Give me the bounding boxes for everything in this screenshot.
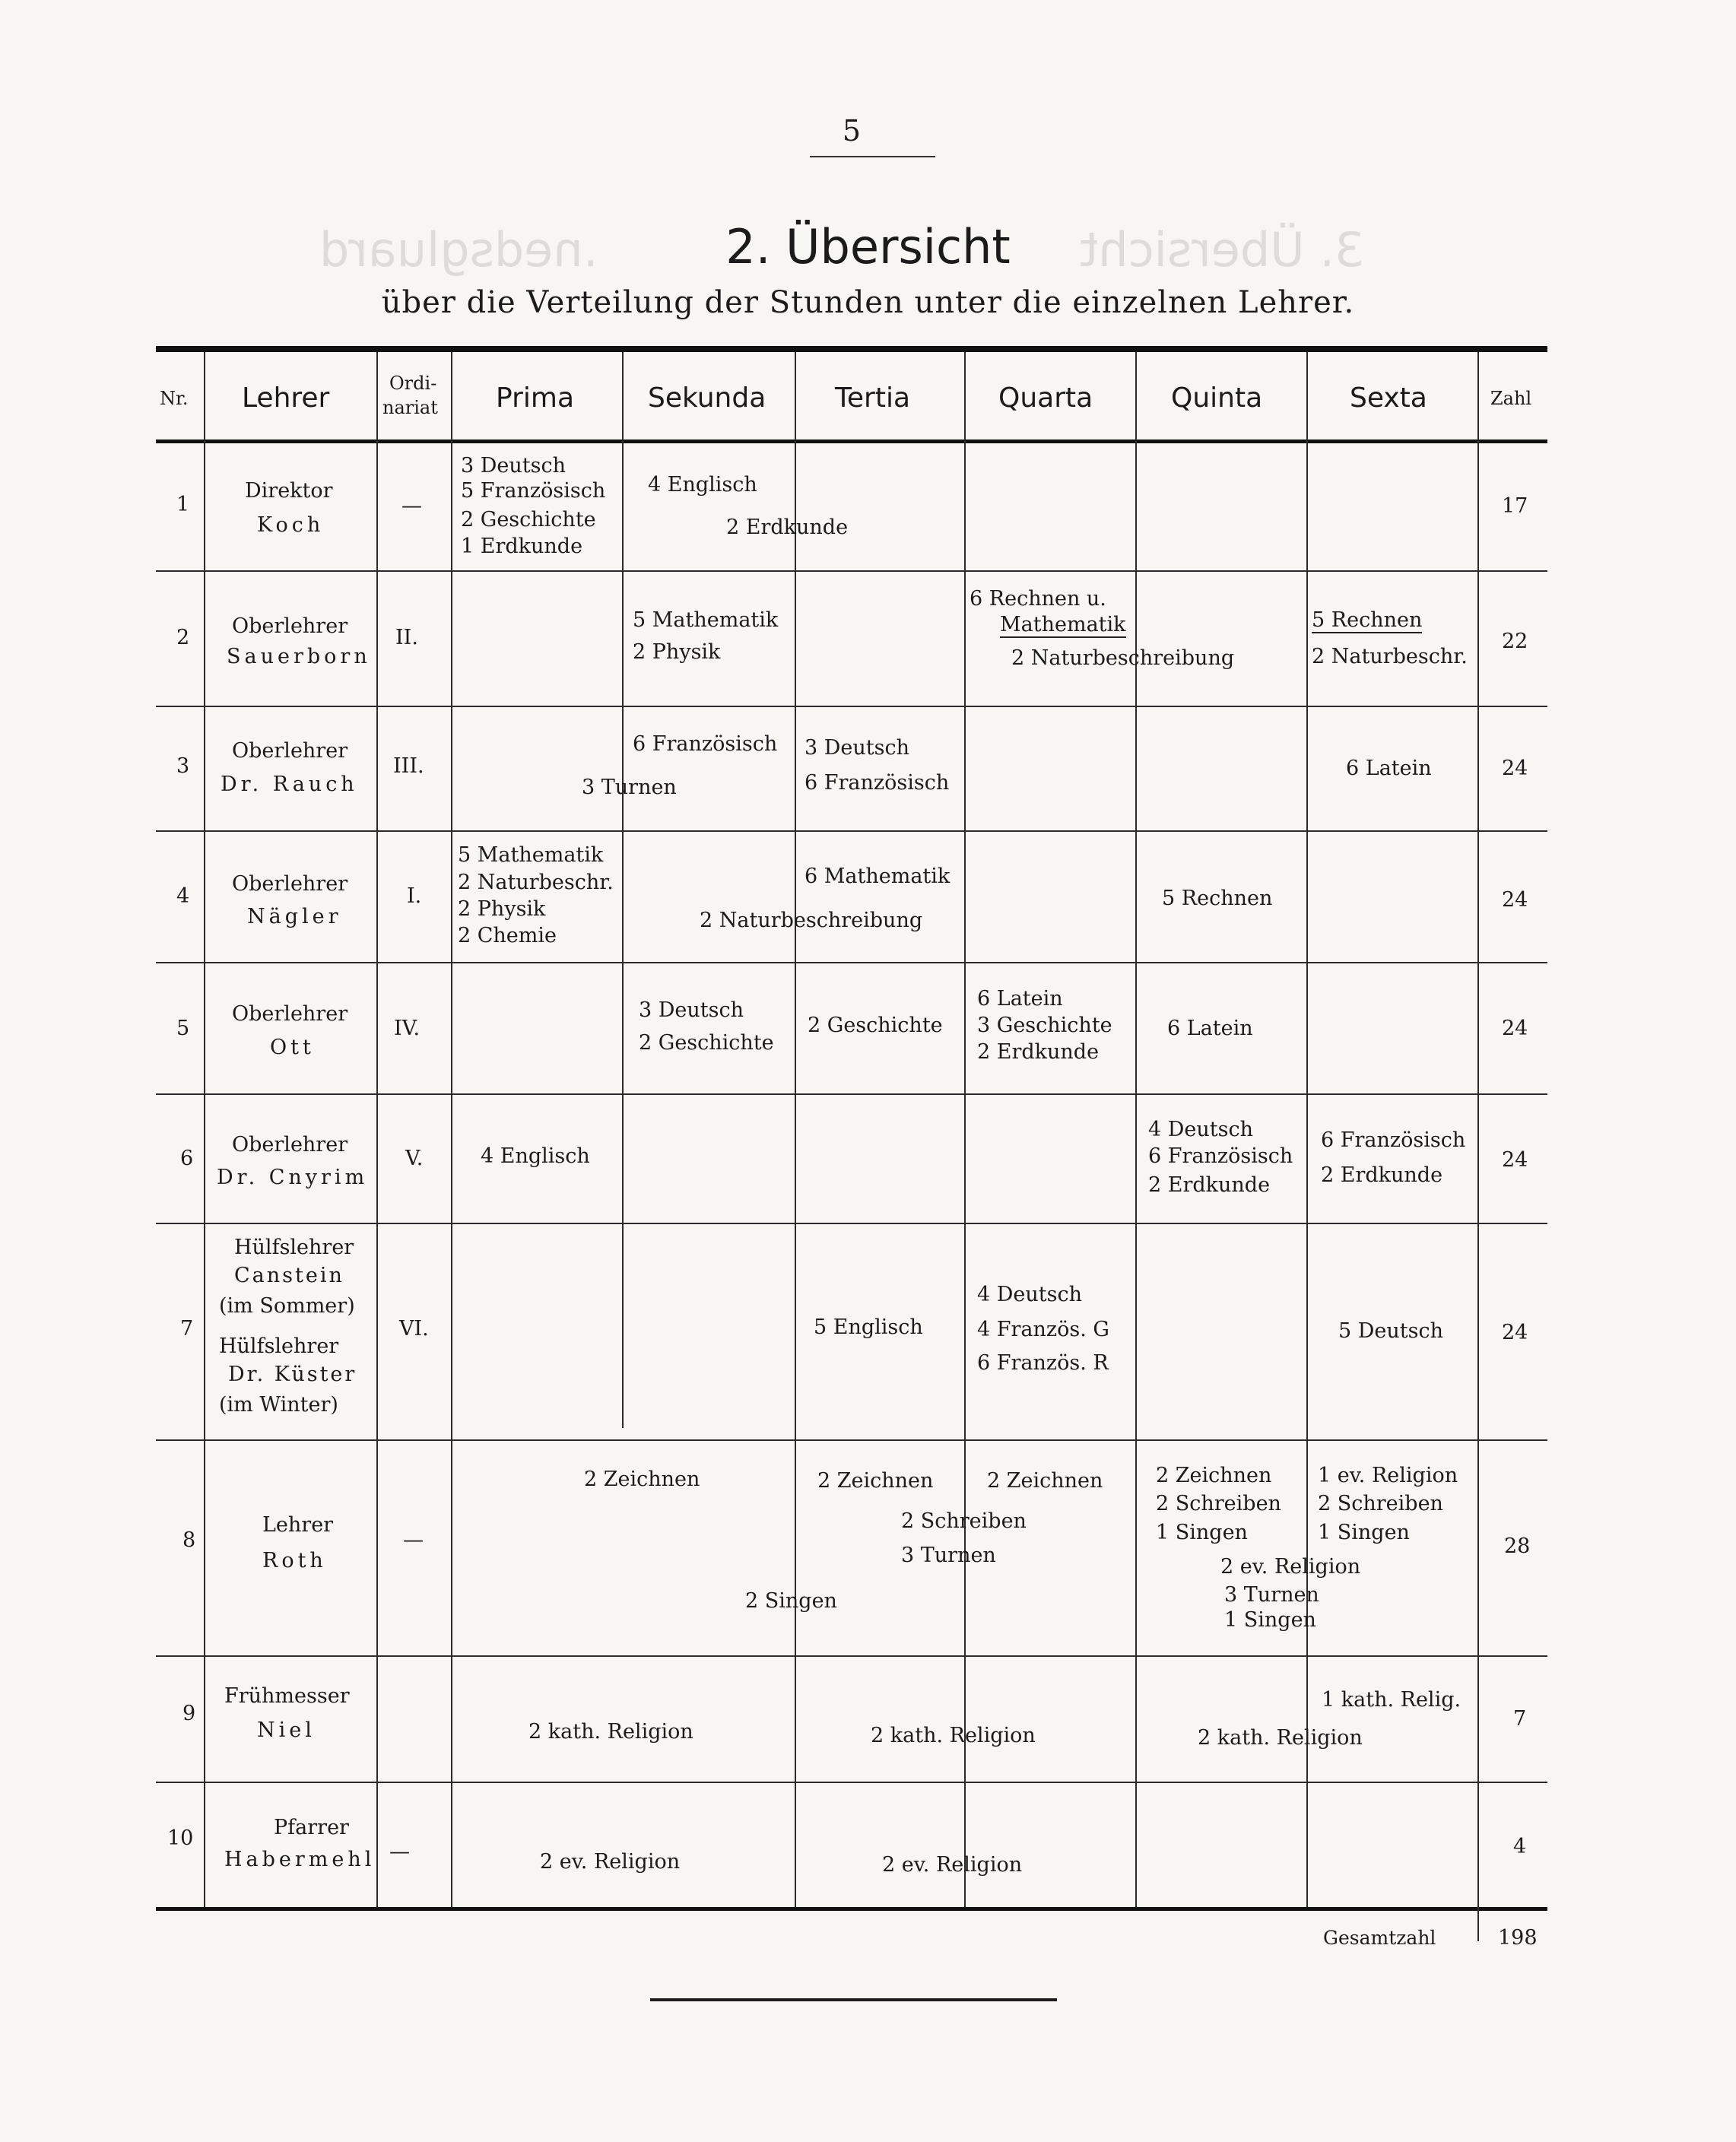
lesson-span: 1 Singen xyxy=(1224,1608,1316,1632)
lesson: 4 Englisch xyxy=(648,473,757,497)
lesson: 3 Deutsch xyxy=(639,998,744,1022)
col-divider xyxy=(451,352,452,1907)
lesson-span: 2 ev. Religion xyxy=(1220,1555,1361,1579)
lesson: 1 ev. Religion xyxy=(1318,1464,1458,1487)
hours-total: 24 xyxy=(1502,888,1528,912)
ordinariat: VI. xyxy=(399,1317,429,1341)
page-subtitle: über die Verteilung der Stunden unter die einzelnen Lehrer. xyxy=(381,285,1355,320)
lesson: 5 Französisch xyxy=(461,479,606,503)
teacher-role: Hülfslehrer xyxy=(234,1236,354,1259)
lesson: 2 Naturbeschr. xyxy=(458,871,614,894)
show-through-ghost-text-right: 3. Übersicht xyxy=(1080,222,1365,278)
header-bottom-rule xyxy=(156,440,1547,443)
teacher-name: Dr. Rauch xyxy=(221,773,358,796)
teacher-note: (im Sommer) xyxy=(219,1294,355,1318)
header-nr: Nr. xyxy=(160,388,189,409)
hours-total: 7 xyxy=(1513,1707,1527,1731)
lesson: 2 Geschichte xyxy=(639,1031,774,1055)
row-divider xyxy=(156,962,1547,963)
lesson: Mathematik xyxy=(1000,613,1126,638)
lesson-span: 2 kath. Religion xyxy=(528,1720,693,1744)
teacher-role: Oberlehrer xyxy=(232,1133,348,1157)
header-lehrer: Lehrer xyxy=(242,382,330,414)
ordinariat: — xyxy=(389,1840,410,1864)
hours-total: 17 xyxy=(1502,494,1528,518)
teacher-note: (im Winter) xyxy=(219,1393,338,1417)
lesson: 2 Naturbeschr. xyxy=(1312,645,1468,668)
teacher-name: Roth xyxy=(262,1549,327,1572)
lesson: 2 Physik xyxy=(458,897,546,921)
row-divider xyxy=(156,1655,1547,1657)
lesson: 3 Deutsch xyxy=(461,454,566,478)
lesson: 4 Deutsch xyxy=(1148,1118,1253,1141)
teacher-role: Frühmesser xyxy=(224,1684,350,1708)
col-divider xyxy=(1477,352,1479,1941)
lesson: 6 Französisch xyxy=(1148,1144,1293,1168)
teacher-name: Nägler xyxy=(247,905,342,928)
lesson: 5 Mathematik xyxy=(633,608,779,632)
lesson: 1 kath. Relig. xyxy=(1322,1688,1461,1712)
ordinariat: III. xyxy=(393,754,424,778)
lesson: 2 Chemie xyxy=(458,924,557,947)
col-divider xyxy=(795,352,796,1907)
teacher-name: Canstein xyxy=(234,1264,344,1287)
header-ordinariat-line2: nariat xyxy=(382,397,438,418)
lesson: 6 Mathematik xyxy=(805,865,951,888)
lesson: 3 Deutsch xyxy=(805,736,909,760)
lesson-span: 2 Singen xyxy=(745,1589,837,1613)
lesson: 2 Geschichte xyxy=(808,1014,943,1037)
row-divider xyxy=(156,706,1547,707)
lesson: 2 Zeichnen xyxy=(987,1469,1103,1493)
lesson-span: 2 kath. Religion xyxy=(871,1724,1036,1747)
grand-total-value: 198 xyxy=(1498,1926,1538,1950)
table-bottom-rule xyxy=(156,1907,1547,1911)
lesson: 5 Rechnen xyxy=(1312,608,1422,633)
lesson: 6 Latein xyxy=(1167,1017,1253,1040)
lesson: 4 Deutsch xyxy=(977,1283,1082,1306)
row-divider xyxy=(156,1093,1547,1095)
row-divider xyxy=(156,1782,1547,1783)
lesson: 5 Mathematik xyxy=(458,843,604,867)
lesson-span: 2 Schreiben xyxy=(901,1509,1027,1533)
ordinariat: V. xyxy=(405,1147,424,1170)
hours-total: 24 xyxy=(1502,1148,1528,1172)
lesson: 6 Latein xyxy=(1346,757,1432,780)
lesson: 1 Singen xyxy=(1156,1521,1248,1544)
lesson: 1 Erdkunde xyxy=(461,535,583,558)
lesson: 6 Französ. R xyxy=(977,1351,1109,1375)
lesson-span: 2 Zeichnen xyxy=(584,1468,700,1491)
lesson: 2 Geschichte xyxy=(461,508,596,532)
lesson: 5 Deutsch xyxy=(1338,1319,1443,1343)
lesson: 2 Zeichnen xyxy=(1156,1464,1272,1487)
lesson-span: 2 ev. Religion xyxy=(540,1850,681,1874)
row-number: 3 xyxy=(176,754,190,778)
row-divider xyxy=(156,1223,1547,1224)
lesson-span: 2 Erdkunde xyxy=(726,516,849,539)
teacher-name: Dr. Cnyrim xyxy=(217,1166,369,1189)
row-divider xyxy=(156,570,1547,572)
header-zahl: Zahl xyxy=(1490,388,1532,409)
teacher-name: Sauerborn xyxy=(227,645,371,668)
lesson: 2 Erdkunde xyxy=(1148,1173,1271,1197)
row-number: 8 xyxy=(182,1528,196,1552)
header-ordinariat-line1: Ordi- xyxy=(389,373,437,394)
row-number: 4 xyxy=(176,884,190,908)
lesson-span: 2 kath. Religion xyxy=(1198,1726,1363,1750)
teacher-name: Ott xyxy=(270,1036,315,1059)
header-tertia: Tertia xyxy=(835,382,910,414)
teacher-role: Oberlehrer xyxy=(232,872,348,896)
lesson: 5 Rechnen xyxy=(1162,887,1273,910)
lesson: 2 Erdkunde xyxy=(1321,1163,1443,1187)
teacher-role: Oberlehrer xyxy=(232,739,348,763)
teacher-role: Direktor xyxy=(245,479,333,503)
col-divider xyxy=(622,352,624,1428)
header-prima: Prima xyxy=(496,382,575,414)
lesson: 1 Singen xyxy=(1318,1521,1410,1544)
hours-total: 24 xyxy=(1502,1017,1528,1040)
lesson: 6 Latein xyxy=(977,987,1063,1011)
row-number: 9 xyxy=(182,1702,196,1725)
row-number: 5 xyxy=(176,1017,190,1040)
teacher-name: Habermehl xyxy=(224,1848,376,1871)
ordinariat: IV. xyxy=(394,1017,421,1040)
page-title: 2. Übersicht xyxy=(725,219,1011,274)
lesson: 5 Englisch xyxy=(814,1315,923,1339)
ordinariat: II. xyxy=(395,626,418,649)
col-divider xyxy=(1135,352,1137,1907)
header-quarta: Quarta xyxy=(998,382,1093,414)
lesson-span: 3 Turnen xyxy=(901,1544,996,1567)
lesson-span: 3 Turnen xyxy=(1224,1583,1319,1607)
lesson: 2 Erdkunde xyxy=(977,1040,1100,1064)
lesson: 4 Französ. G xyxy=(977,1318,1109,1341)
lesson: 2 Zeichnen xyxy=(817,1469,934,1493)
hours-total: 24 xyxy=(1502,1321,1528,1344)
header-sexta: Sexta xyxy=(1350,382,1427,414)
row-number: 10 xyxy=(167,1826,194,1850)
lesson-span: 2 Naturbeschreibung xyxy=(1011,646,1235,670)
ordinariat: I. xyxy=(407,884,422,908)
lesson-span: 2 Naturbeschreibung xyxy=(700,909,923,932)
teacher-role: Oberlehrer xyxy=(232,1002,348,1026)
ordinariat: — xyxy=(401,494,422,518)
col-divider xyxy=(204,352,205,1907)
col-divider xyxy=(1306,352,1308,1907)
hours-total: 22 xyxy=(1502,630,1528,653)
lesson: 2 Schreiben xyxy=(1318,1492,1443,1515)
header-quinta: Quinta xyxy=(1171,382,1263,414)
row-number: 1 xyxy=(176,493,190,516)
teacher-role: Oberlehrer xyxy=(232,614,348,638)
row-divider xyxy=(156,830,1547,832)
teacher-name: Niel xyxy=(257,1718,316,1742)
row-divider xyxy=(156,1439,1547,1441)
col-divider xyxy=(376,352,378,1907)
grand-total-label: Gesamtzahl xyxy=(1323,1927,1436,1949)
teacher-name: Dr. Küster xyxy=(228,1363,357,1386)
row-number: 6 xyxy=(180,1147,194,1170)
row-number: 7 xyxy=(180,1317,194,1341)
ordinariat: — xyxy=(403,1528,424,1552)
teacher-role: Pfarrer xyxy=(274,1816,349,1839)
lesson: 6 Französisch xyxy=(805,771,950,795)
teacher-role: Hülfslehrer xyxy=(219,1334,339,1358)
teacher-name: Koch xyxy=(257,513,325,537)
header-sekunda: Sekunda xyxy=(648,382,766,414)
lesson: 2 Schreiben xyxy=(1156,1492,1281,1515)
show-through-ghost-text-left: .nedsgluard xyxy=(319,222,598,278)
page-number: 5 xyxy=(842,114,862,148)
lesson-span: 3 Turnen xyxy=(582,776,677,799)
teacher-role: Lehrer xyxy=(262,1513,334,1537)
lesson: 6 Französisch xyxy=(1321,1128,1466,1152)
table-top-rule xyxy=(156,346,1547,352)
lesson: 4 Englisch xyxy=(481,1144,590,1168)
col-divider xyxy=(964,352,966,1907)
lesson-span: 2 ev. Religion xyxy=(882,1853,1023,1877)
lesson: 6 Rechnen u. xyxy=(970,587,1106,611)
lesson: 2 Physik xyxy=(633,640,721,664)
lesson: 6 Französisch xyxy=(633,732,778,756)
bottom-rule xyxy=(650,1998,1057,2001)
hours-total: 4 xyxy=(1513,1835,1527,1858)
hours-total: 24 xyxy=(1502,757,1528,780)
lesson: 3 Geschichte xyxy=(977,1014,1112,1037)
hours-total: 28 xyxy=(1504,1534,1531,1558)
row-number: 2 xyxy=(176,626,190,649)
